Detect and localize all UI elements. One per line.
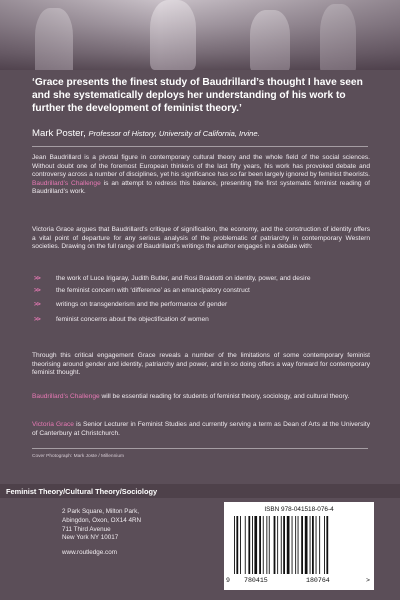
address-line: New York NY 10017: [62, 534, 119, 542]
series-band: [0, 484, 400, 498]
list-item-text: writings on transgenderism and the performance of gender: [56, 301, 228, 309]
intro-paragraph: [32, 154, 370, 197]
barcode-bar: [319, 516, 320, 574]
list-item: [32, 301, 370, 310]
barcode-digits-left: 780415: [244, 577, 268, 584]
endorsement-quote: ‘Grace presents the finest study of Baudrillard’s thought I have seen and she systematically deploys her understanding of his work to further the development of feminist theory.’: [32, 77, 363, 115]
barcode-bar: [269, 516, 270, 574]
barcode-bar: [281, 516, 282, 574]
cover-photo: [0, 0, 400, 70]
isbn-number: ISBN 978-041518-076-4: [264, 506, 334, 513]
barcode-bar: [283, 516, 285, 574]
barcode-bar: [240, 516, 241, 574]
author-name-highlight: Victoria Grace: [32, 421, 74, 428]
bullet-arrow-icon: >>: [34, 301, 40, 309]
barcode-bar: [245, 516, 246, 574]
readership-text: will be essential reading for students of feminist theory, sociology, and cultural theory.: [99, 393, 350, 400]
barcode-digits-right: 180764: [306, 577, 330, 584]
readership-paragraph: [32, 393, 370, 402]
barcode-digit-first: 9: [226, 577, 230, 584]
publisher-website[interactable]: www.routledge.com: [62, 549, 117, 557]
barcode-bar: [287, 516, 290, 574]
divider-top: [32, 146, 368, 147]
list-item-text: the feminist concern with ‘difference’ as an emancipatory construct: [56, 286, 250, 294]
debate-list: [32, 275, 370, 324]
book-title-highlight: Baudrillard’s Challenge: [32, 393, 100, 400]
book-title-highlight: Baudrillard’s Challenge: [32, 179, 101, 187]
barcode-bar: [312, 516, 314, 574]
list-item-text: the work of Luce Irigaray, Judith Butler, and Rosi Braidotti on identity, power, and desire: [56, 275, 311, 282]
intro-text: Jean Baudrillard is a pivotal figure in contemporary cultural theory and the whole field of the social sciences. Without doubt one of the foremost European thinkers of the last fifty years, his work has provoked debate and controversy across a number of disciplines, yet his significance has so far been largely ignored by feminist theorists.: [32, 154, 370, 179]
barcode-bar: [263, 516, 264, 574]
endorser-role: Professor of History, University of California, Irvine.: [88, 129, 260, 138]
list-item: [32, 287, 370, 296]
list-item: [32, 316, 370, 325]
list-item-text: feminist concerns about the objectification of women: [56, 315, 209, 323]
endorsement-attribution: [32, 128, 377, 140]
barcode-bar: [252, 516, 253, 574]
barcode-bar: [274, 516, 276, 574]
address-line: 2 Park Square, Milton Park,: [62, 508, 139, 515]
barcode-bar: [301, 516, 303, 574]
conclusion-paragraph: Through this critical engagement Grace reveals a number of the limitations of some contemporary feminist theorising around gender and identity, patriarchy and power, and in so doing offers a way forward for contemporary feminist thought.: [32, 352, 370, 377]
barcode-bar: [236, 516, 238, 574]
barcode-bar: [310, 516, 311, 574]
series-label: Feminist Theory/Cultural Theory/Sociology: [6, 487, 158, 496]
barcode-bar: [277, 516, 278, 574]
bullet-arrow-icon: >>: [34, 275, 40, 282]
cover-credit: Cover Photograph: Mark Joste / Millennium: [32, 454, 124, 459]
barcode-bar: [316, 516, 317, 574]
barcode-bar: [305, 516, 308, 574]
bullet-arrow-icon: >>: [34, 315, 40, 323]
author-bio-text: is Senior Lecturer in Feminist Studies and currently serving a term as Dean of Arts at the University of Canterbury at Christchurch.: [32, 421, 371, 437]
barcode-panel: [224, 502, 374, 590]
list-item: [32, 275, 370, 284]
barcode-bar: [326, 516, 328, 574]
endorser-name: Mark Poster,: [32, 128, 86, 139]
barcode-bar: [295, 516, 296, 574]
divider-bottom: [32, 448, 368, 449]
intro-text-end: is an attempt to redress this balance, presenting the first systematic feminist reading of Baudrillard’s work.: [32, 179, 370, 196]
barcode-bar: [298, 516, 299, 574]
barcode-bar: [292, 516, 293, 574]
barcode-bar: [324, 516, 325, 574]
barcode-bar: [266, 516, 267, 574]
barcode-arrow: >: [366, 577, 370, 584]
barcode-bar: [234, 516, 235, 574]
argument-paragraph: Victoria Grace argues that Baudrillard’s critique of signification, the economy, and the construction of identity offers a vital point of departure for any serious analysis of the problematic of patriarchy in contemporary Western societies. Drawing on the full range of Baudrillard’s writings the author engages in a debate with:: [32, 226, 370, 251]
barcode-bar: [254, 516, 257, 574]
author-bio: [32, 421, 370, 438]
barcode-bars: [234, 516, 364, 574]
barcode-bar: [248, 516, 250, 574]
publisher-address: [62, 508, 141, 558]
bullet-arrow-icon: >>: [34, 286, 40, 294]
address-line: 711 Third Avenue: [62, 525, 111, 533]
address-line: Abingdon, Oxon, OX14 4RN: [62, 516, 142, 524]
barcode-bar: [259, 516, 261, 574]
